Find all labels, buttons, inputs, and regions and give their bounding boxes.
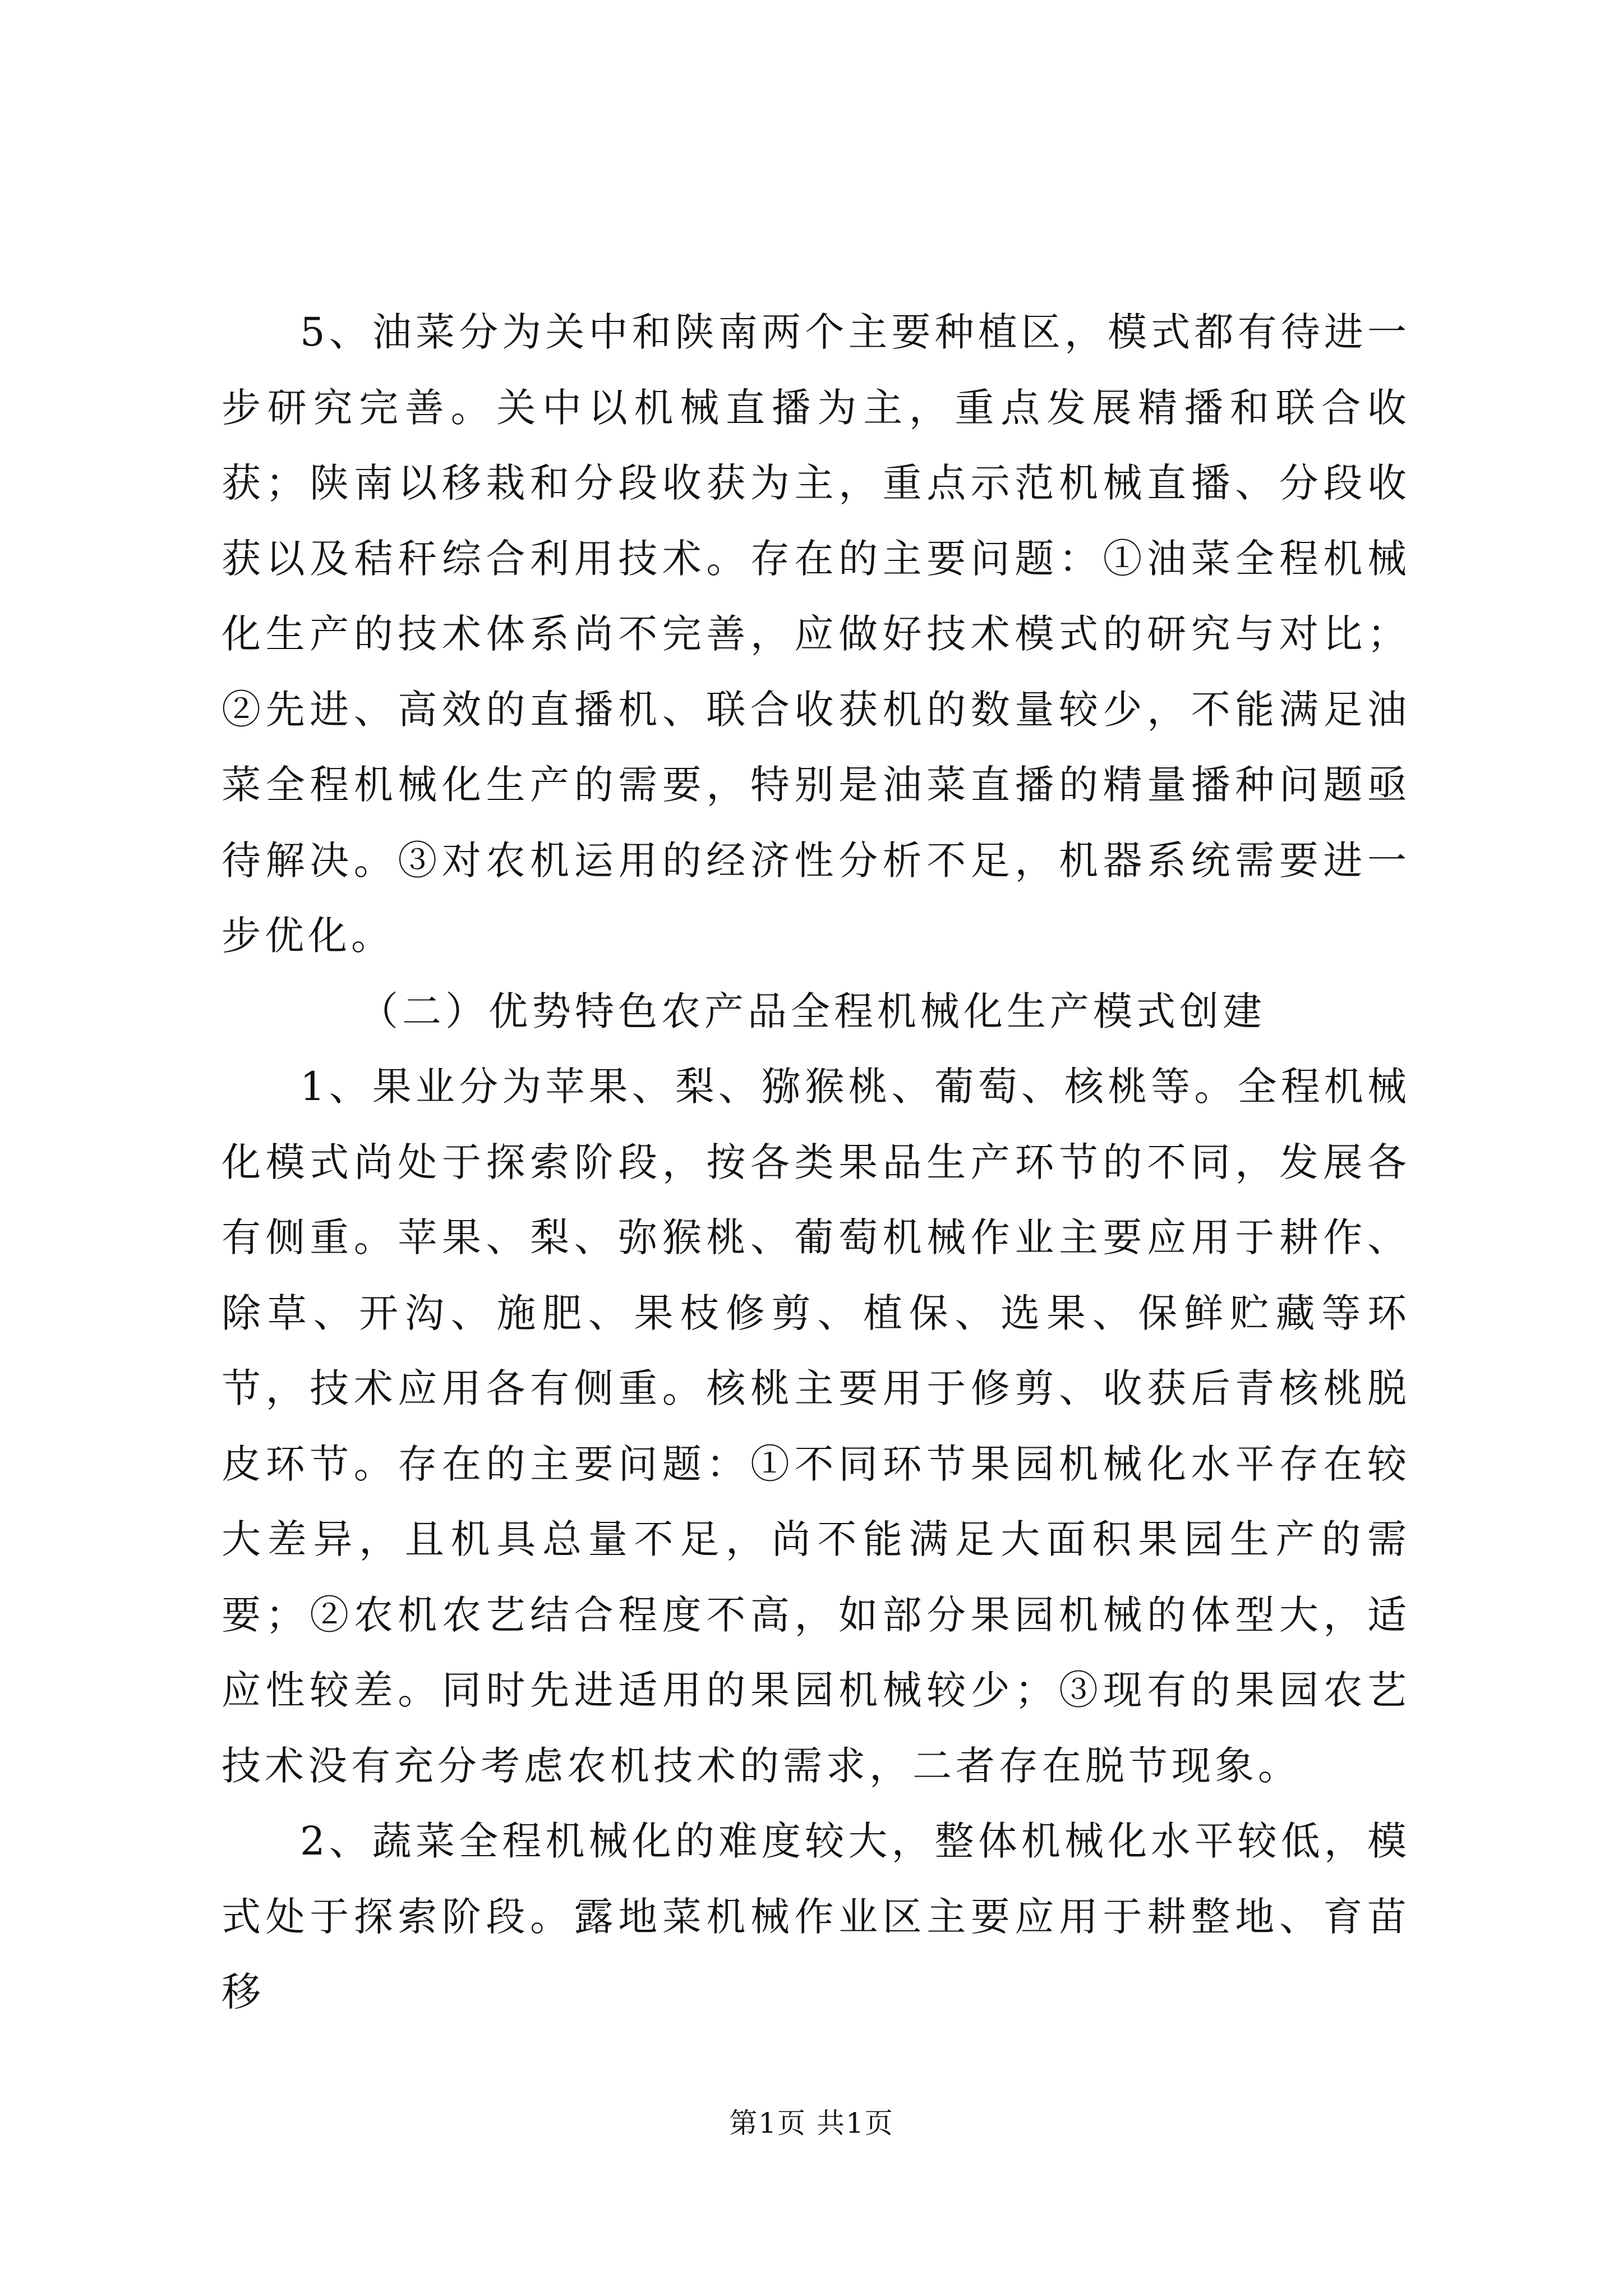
paragraph-rapeseed: 5、油菜分为关中和陕南两个主要种植区，模式都有待进一步研究完善。关中以机械直播为主，重点发展精播和联合收获；陕南以移栽和分段收获为主，重点示范机械直播、分段收获以及秸秆综合利用技术。存在的主要问题：①油菜全程机械化生产的技术体系尚不完善，应做好技术模式的研究与对比；②先进、高效的直播机、联合收获机的数量较少，不能满足油菜全程机械化生产的需要，特别是油菜直播的精量播种问题亟待解决。③对农机运用的经济性分析不足，机器系统需要进一步优化。 bbox=[222, 309, 1410, 959]
page-footer: 第1页 共1页 bbox=[729, 2107, 894, 2139]
paragraph-vegetables: 2、蔬菜全程机械化的难度较大，整体机械化水平较低，模式处于探索阶段。露地菜机械作业区主要应用于耕整地、育苗移 bbox=[222, 1818, 1410, 2015]
section-heading: （二）优势特色农产品全程机械化生产模式创建 bbox=[359, 988, 1266, 1034]
document-body bbox=[222, 295, 1410, 2030]
paragraph-fruit: 1、果业分为苹果、梨、猕猴桃、葡萄、核桃等。全程机械化模式尚处于探索阶段，按各类果品生产环节的不同，发展各有侧重。苹果、梨、弥猴桃、葡萄机械作业主要应用于耕作、除草、开沟、施肥、果枝修剪、植保、选果、保鲜贮藏等环节，技术应用各有侧重。核桃主要用于修剪、收获后青核桃脱皮环节。存在的主要问题：①不同环节果园机械化水平存在较大差异，且机具总量不足，尚不能满足大面积果园生产的需要；②农机农艺结合程度不高，如部分果园机械的体型大，适应性较差。同时先进适用的果园机械较少；③现有的果园农艺技术没有充分考虑农机技术的需求，二者存在脱节现象。 bbox=[222, 1064, 1410, 1789]
